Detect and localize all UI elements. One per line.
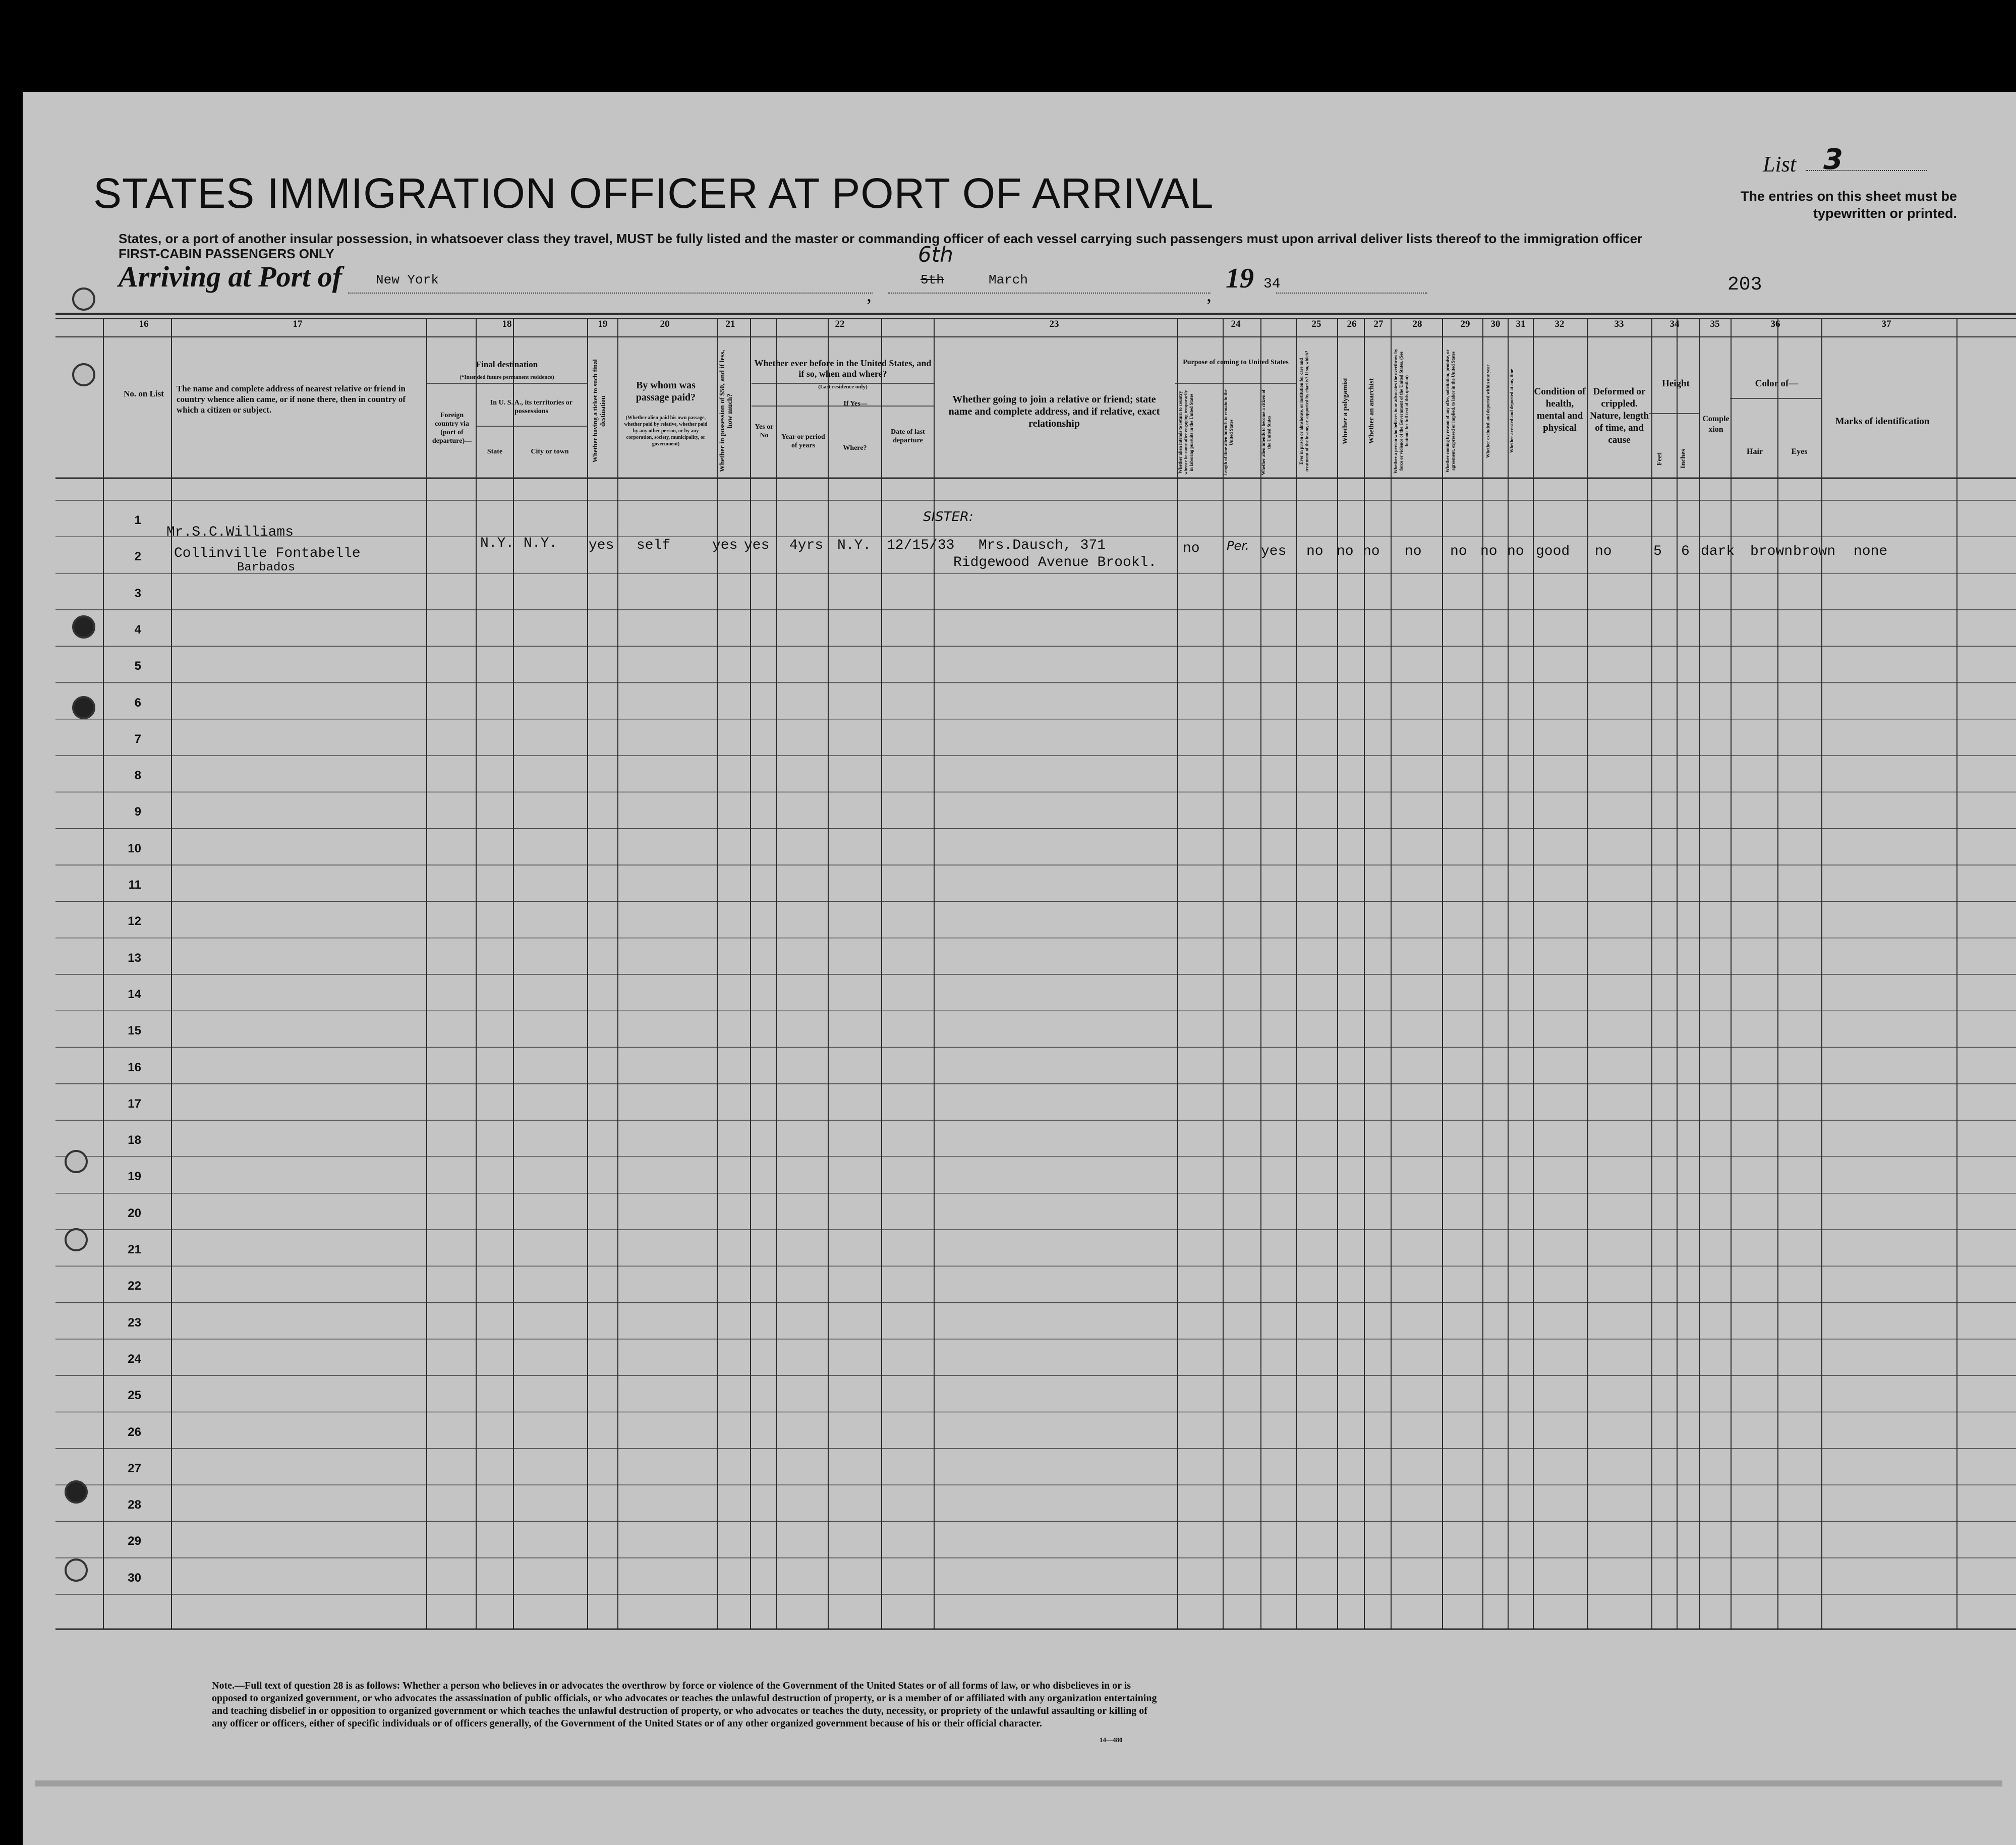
arrival-day-handwritten: 6th: [918, 242, 953, 267]
column-number-18: 18: [502, 319, 512, 329]
column-number-32: 32: [1554, 319, 1565, 329]
binder-hole: [72, 696, 95, 719]
list-label: List: [1763, 152, 1797, 177]
entry-relationship-note: SISTER:: [923, 509, 973, 525]
row-number: 21: [128, 1243, 141, 1256]
row-number: 16: [128, 1060, 141, 1074]
entry-paid-by: self: [637, 538, 671, 553]
heading-passage-paid: By whom was passage paid?: [636, 380, 696, 403]
binder-hole: [72, 287, 95, 311]
heading-final-destination: Final destination: [476, 360, 538, 369]
entry-ticket: yes: [589, 538, 614, 553]
column-number-22: 22: [835, 319, 845, 329]
entry-name: Mr.S.C.Williams: [166, 525, 294, 540]
heading-arrested: Whether arrested and deported at any time: [1509, 369, 1514, 453]
entry-hair: brown: [1750, 544, 1793, 559]
typewritten-note: The entries on this sheet must be typewritten or printed.: [1740, 189, 1957, 221]
page-number: 203: [1727, 274, 1762, 296]
column-number-29: 29: [1460, 319, 1470, 329]
entry-join-line2: Ridgewood Avenue Brookl.: [953, 555, 1157, 570]
entry-deformed: no: [1595, 544, 1612, 559]
entry-return: no: [1183, 541, 1200, 556]
heading-last-residence: (Last residence only): [818, 384, 868, 390]
row-number: 30: [128, 1571, 141, 1585]
column-number-21: 21: [725, 319, 735, 329]
row-number: 14: [128, 987, 141, 1001]
row-number: 22: [128, 1279, 141, 1293]
heading-color-of: Color of—: [1755, 378, 1799, 389]
entry-labor-offer: no: [1450, 544, 1467, 559]
heading-city: City or town: [531, 448, 569, 455]
column-number-23: 23: [1049, 319, 1059, 329]
entry-eyes: brown: [1793, 544, 1836, 559]
entry-anarchist: no: [1363, 544, 1380, 559]
column-number-37: 37: [1881, 319, 1891, 329]
entry-deported: no: [1507, 544, 1524, 559]
heading-overthrow: Whether a person who believes in or advocates the overthrow by force or violence of the Government of the United States. (See footnote for full text of this question): [1393, 349, 1409, 474]
entry-address-line1: Collinville Fontabelle: [174, 546, 361, 561]
row-number: 8: [134, 769, 141, 783]
binder-hole: [65, 1559, 88, 1582]
entry-excluded: no: [1480, 544, 1497, 559]
binder-hole: [72, 363, 95, 386]
heading-return-country: Whether alien intends to return to country whence he came after engaging temporarily in laboring pursuits in the United States: [1178, 390, 1194, 475]
column-number-24: 24: [1231, 319, 1241, 329]
heading-prison: Ever in prison or almshouse, or institution for care and treatment of the insane, or supported by charity? If so, which?: [1299, 351, 1309, 472]
year-suffix: 34: [1263, 276, 1281, 292]
row-number: 1: [134, 513, 141, 527]
heading-if-yes: If Yes—: [843, 400, 868, 408]
entry-where: N.Y.: [837, 538, 872, 553]
heading-health: Condition of health, mental and physical: [1534, 386, 1586, 433]
form-number: 14—480: [1100, 1736, 1123, 1744]
arrival-month: March: [989, 272, 1028, 287]
column-number-17: 17: [293, 319, 303, 329]
row-number: 9: [134, 805, 141, 819]
heading-nearest-relative: The name and complete address of nearest relative or friend in country whence alien came, or if none there, then in country of which a citizen or subject.: [177, 384, 406, 415]
form-instructions: States, or a port of another insular possession, in whatsoever class they travel, MUST be fully listed and the master or commanding officer of each vessel carrying such passengers must upon arrival deliver lists thereof to the immigration officer: [119, 231, 1643, 246]
row-number: 13: [128, 951, 141, 965]
heading-labor-offer: Whether coming by reason of any offer, solicitation, promise, or agreement, expressed or implied, to labor in the United States: [1445, 349, 1456, 473]
column-number-20: 20: [660, 319, 670, 329]
column-number-30: 30: [1490, 319, 1501, 329]
year-prefix: 19: [1226, 263, 1254, 294]
arrival-day-struck: 5th: [920, 272, 944, 287]
entry-join-line1: Mrs.Dausch, 371: [978, 538, 1106, 553]
heading-purpose: Purpose of coming to United States: [1183, 359, 1289, 366]
heading-length-stay: Length of time alien intends to remain in the United States: [1223, 389, 1234, 476]
heading-date-departure: Date of last departure: [891, 428, 925, 444]
entry-complexion: dark: [1701, 544, 1735, 559]
row-number: 23: [128, 1315, 141, 1330]
heading-height: Height: [1662, 378, 1690, 389]
row-number: 5: [134, 659, 141, 673]
heading-eyes: Eyes: [1791, 447, 1808, 456]
comma-separator: ,: [1206, 283, 1212, 306]
arriving-label: Arriving at Port of: [119, 260, 342, 293]
entry-before-yesno: yes: [744, 538, 770, 553]
heading-yes-no: Yes or No: [755, 423, 774, 439]
entry-date-departure: 12/15/33: [887, 538, 955, 553]
entry-prison: no: [1306, 544, 1323, 559]
row-number: 15: [128, 1024, 141, 1038]
entry-overthrow: no: [1405, 544, 1422, 559]
column-number-19: 19: [598, 319, 608, 329]
column-number-34: 34: [1669, 319, 1680, 329]
entry-feet: 5: [1653, 544, 1662, 559]
row-number: 12: [128, 914, 141, 929]
heading-hair: Hair: [1747, 447, 1763, 456]
entry-marks: none: [1854, 544, 1888, 559]
heading-inches: Inches: [1680, 449, 1687, 469]
row-number: 19: [128, 1170, 141, 1184]
row-number: 25: [128, 1389, 141, 1403]
column-number-25: 25: [1311, 319, 1321, 329]
column-number-33: 33: [1614, 319, 1624, 329]
row-number: 7: [134, 732, 141, 746]
heading-state: State: [487, 448, 503, 455]
entry-polygamist: no: [1337, 544, 1354, 559]
heading-join-relative: Whether going to join a relative or friend; state name and complete address, and if relative, exact relationship: [948, 394, 1160, 429]
row-number: 29: [128, 1534, 141, 1548]
heading-where: Where?: [843, 444, 867, 452]
heading-complexion: Complexion: [1702, 415, 1730, 434]
heading-ticket: Whether having a ticket to such final destination: [591, 359, 606, 463]
row-number: 17: [128, 1097, 141, 1111]
entry-period: 4yrs: [789, 538, 824, 553]
entry-state: N.Y.: [480, 536, 514, 551]
column-number-36: 36: [1770, 319, 1780, 329]
heading-feet: Feet: [1656, 452, 1663, 466]
heading-in-usa: In U. S. A., its territories or possessions: [490, 399, 573, 415]
column-number-31: 31: [1516, 319, 1526, 329]
column-number-16: 16: [139, 319, 149, 329]
heading-before-in-us: Whether ever before in the United States, and if so, when and where?: [754, 358, 932, 379]
heading-excluded: Whether excluded and deported within one year: [1485, 364, 1490, 458]
binder-hole: [65, 1228, 88, 1251]
binder-hole: [65, 1480, 88, 1504]
binder-hole: [65, 1150, 88, 1173]
row-number: 11: [128, 878, 141, 892]
row-number: 4: [134, 622, 141, 637]
form-title: STATES IMMIGRATION OFFICER AT PORT OF ARRIVAL: [93, 169, 1214, 217]
entry-inches: 6: [1681, 544, 1690, 559]
first-cabin-label: FIRST-CABIN PASSENGERS ONLY: [119, 246, 334, 261]
heading-anarchist: Whether an anarchist: [1368, 378, 1375, 444]
heading-marks: Marks of identification: [1835, 416, 1930, 427]
row-number: 24: [128, 1352, 141, 1366]
heading-deformed: Deformed or crippled. Nature, length of time, and cause: [1590, 386, 1649, 445]
row-number: 26: [128, 1425, 141, 1439]
heading-citizen: Whether alien intends to become a citizen of the United States: [1261, 389, 1272, 476]
heading-foreign-country: Foreign country via (port of departure)—: [432, 412, 472, 445]
heading-year-period: Year or period of years: [781, 433, 825, 449]
row-number: 28: [128, 1498, 141, 1512]
row-number: 2: [134, 550, 141, 564]
binder-hole: [72, 615, 95, 639]
port-of-arrival: New York: [376, 272, 439, 287]
row-number: 18: [128, 1133, 141, 1147]
column-number-27: 27: [1373, 319, 1384, 329]
heading-polygamist: Whether a polygamist: [1342, 378, 1349, 444]
column-number-35: 35: [1710, 319, 1720, 329]
comma-separator: ,: [867, 283, 872, 306]
entry-length: Per.: [1227, 539, 1249, 553]
row-number: 27: [128, 1461, 141, 1475]
heading-fifty-dollars: Whether in possession of $50, and if less, how much?: [719, 350, 734, 473]
list-number: 3: [1823, 143, 1843, 176]
entry-fifty: yes: [712, 538, 738, 553]
entry-citizen: yes: [1261, 544, 1287, 559]
row-number: 10: [128, 841, 141, 855]
entry-city: N.Y.: [524, 536, 558, 551]
row-number: 20: [128, 1206, 141, 1220]
question-28-footnote: Note.—Full text of question 28 is as follows: Whether a person who believes in or advocates the overthrow by force or violence of the Government of the United States or of all forms of law, or who disbelieves in or is opposed to organized government, or who advocates the assassination of public officials, or who advocates or teaches the unlawful destruction of property, or is a member of or affiliated with any organization entertaining and teaching disbelief in or opposition to organized government or which teaches the unlawful destruction of property, or who advocates or teaches the duty, necessity, or propriety of the unlawful assaulting or killing of any officer or officers, either of specific individuals or of officers generally, of the Government of the United States or of any other organized government because of his or their official character.: [212, 1680, 1157, 1729]
row-number: 6: [134, 696, 141, 710]
column-number-26: 26: [1347, 319, 1357, 329]
column-number-28: 28: [1412, 319, 1422, 329]
entry-health: good: [1536, 544, 1570, 559]
row-number: 3: [134, 586, 141, 600]
entry-address-line2: Barbados: [237, 561, 296, 574]
heading-no-on-list: No. on List: [124, 389, 164, 398]
heading-final-destination-sub: (*Intended future permanent residence): [459, 374, 554, 380]
heading-passage-paid-sub: (Whether alien paid his own passage, whether paid by relative, whether paid by any other person, or by any corporation, society, municipality, or government): [624, 415, 708, 447]
